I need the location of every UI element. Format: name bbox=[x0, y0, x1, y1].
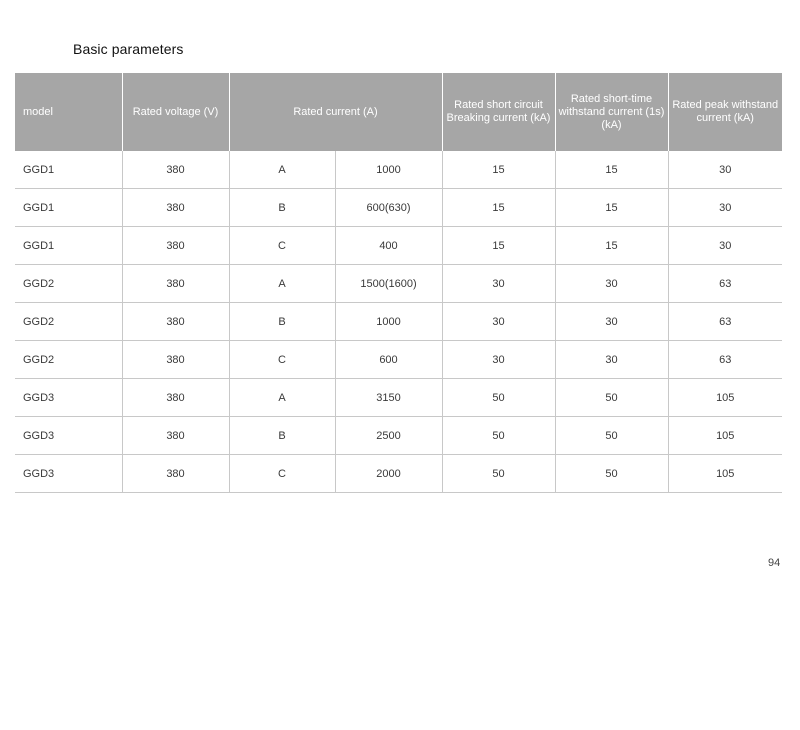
cell-short-time: 50 bbox=[555, 379, 668, 417]
cell-peak: 30 bbox=[668, 227, 782, 265]
cell-voltage: 380 bbox=[122, 265, 229, 303]
cell-peak: 105 bbox=[668, 417, 782, 455]
header-rated-voltage: Rated voltage (V) bbox=[122, 73, 229, 151]
table-row bbox=[15, 379, 782, 417]
cell-voltage: 380 bbox=[122, 455, 229, 493]
cell-voltage: 380 bbox=[122, 379, 229, 417]
cell-class: C bbox=[229, 455, 335, 493]
cell-short-circuit: 50 bbox=[442, 455, 555, 493]
cell-peak: 63 bbox=[668, 303, 782, 341]
table-row bbox=[15, 151, 782, 189]
table-row bbox=[15, 341, 782, 379]
cell-short-circuit: 30 bbox=[442, 341, 555, 379]
cell-model: GGD3 bbox=[15, 455, 122, 493]
cell-current: 2000 bbox=[335, 455, 442, 493]
cell-current: 2500 bbox=[335, 417, 442, 455]
header-model: model bbox=[15, 73, 122, 151]
page-number: 94 bbox=[768, 557, 781, 569]
cell-model: GGD2 bbox=[15, 303, 122, 341]
header-peak-withstand: Rated peak withstand current (kA) bbox=[668, 73, 782, 151]
table-row bbox=[15, 455, 782, 493]
cell-current: 600(630) bbox=[335, 189, 442, 227]
cell-model: GGD1 bbox=[15, 227, 122, 265]
cell-voltage: 380 bbox=[122, 303, 229, 341]
cell-short-time: 15 bbox=[555, 151, 668, 189]
cell-current: 600 bbox=[335, 341, 442, 379]
header-short-time-withstand: Rated short-time withstand current (1s)(kA) bbox=[555, 73, 668, 151]
cell-voltage: 380 bbox=[122, 227, 229, 265]
cell-short-time: 15 bbox=[555, 227, 668, 265]
cell-peak: 105 bbox=[668, 455, 782, 493]
cell-short-circuit: 30 bbox=[442, 303, 555, 341]
table-row bbox=[15, 227, 782, 265]
cell-current: 1000 bbox=[335, 303, 442, 341]
cell-voltage: 380 bbox=[122, 417, 229, 455]
cell-peak: 63 bbox=[668, 265, 782, 303]
cell-model: GGD3 bbox=[15, 417, 122, 455]
cell-class: A bbox=[229, 379, 335, 417]
cell-current: 1500(1600) bbox=[335, 265, 442, 303]
cell-short-circuit: 15 bbox=[442, 151, 555, 189]
header-short-circuit-breaking: Rated short circuit Breaking current (kA) bbox=[442, 73, 555, 151]
table-row bbox=[15, 189, 782, 227]
cell-peak: 105 bbox=[668, 379, 782, 417]
table-body bbox=[15, 151, 782, 493]
cell-model: GGD3 bbox=[15, 379, 122, 417]
cell-model: GGD1 bbox=[15, 189, 122, 227]
cell-class: A bbox=[229, 265, 335, 303]
parameters-table bbox=[15, 73, 782, 493]
cell-short-time: 15 bbox=[555, 189, 668, 227]
cell-peak: 63 bbox=[668, 341, 782, 379]
cell-class: B bbox=[229, 417, 335, 455]
cell-model: GGD2 bbox=[15, 265, 122, 303]
cell-short-time: 30 bbox=[555, 265, 668, 303]
cell-voltage: 380 bbox=[122, 341, 229, 379]
cell-class: B bbox=[229, 189, 335, 227]
table-row bbox=[15, 265, 782, 303]
cell-short-time: 50 bbox=[555, 417, 668, 455]
table-header bbox=[15, 73, 782, 151]
cell-class: C bbox=[229, 227, 335, 265]
cell-short-time: 30 bbox=[555, 341, 668, 379]
cell-model: GGD2 bbox=[15, 341, 122, 379]
cell-class: C bbox=[229, 341, 335, 379]
cell-short-circuit: 50 bbox=[442, 379, 555, 417]
cell-peak: 30 bbox=[668, 151, 782, 189]
table-row bbox=[15, 303, 782, 341]
cell-short-circuit: 50 bbox=[442, 417, 555, 455]
cell-short-circuit: 30 bbox=[442, 265, 555, 303]
cell-current: 3150 bbox=[335, 379, 442, 417]
cell-current: 400 bbox=[335, 227, 442, 265]
cell-voltage: 380 bbox=[122, 151, 229, 189]
page-title: Basic parameters bbox=[73, 41, 184, 57]
cell-short-time: 30 bbox=[555, 303, 668, 341]
cell-short-circuit: 15 bbox=[442, 189, 555, 227]
cell-class: B bbox=[229, 303, 335, 341]
cell-current: 1000 bbox=[335, 151, 442, 189]
table-row bbox=[15, 417, 782, 455]
cell-short-circuit: 15 bbox=[442, 227, 555, 265]
cell-peak: 30 bbox=[668, 189, 782, 227]
cell-class: A bbox=[229, 151, 335, 189]
cell-model: GGD1 bbox=[15, 151, 122, 189]
cell-short-time: 50 bbox=[555, 455, 668, 493]
header-rated-current: Rated current (A) bbox=[229, 73, 442, 151]
cell-voltage: 380 bbox=[122, 189, 229, 227]
